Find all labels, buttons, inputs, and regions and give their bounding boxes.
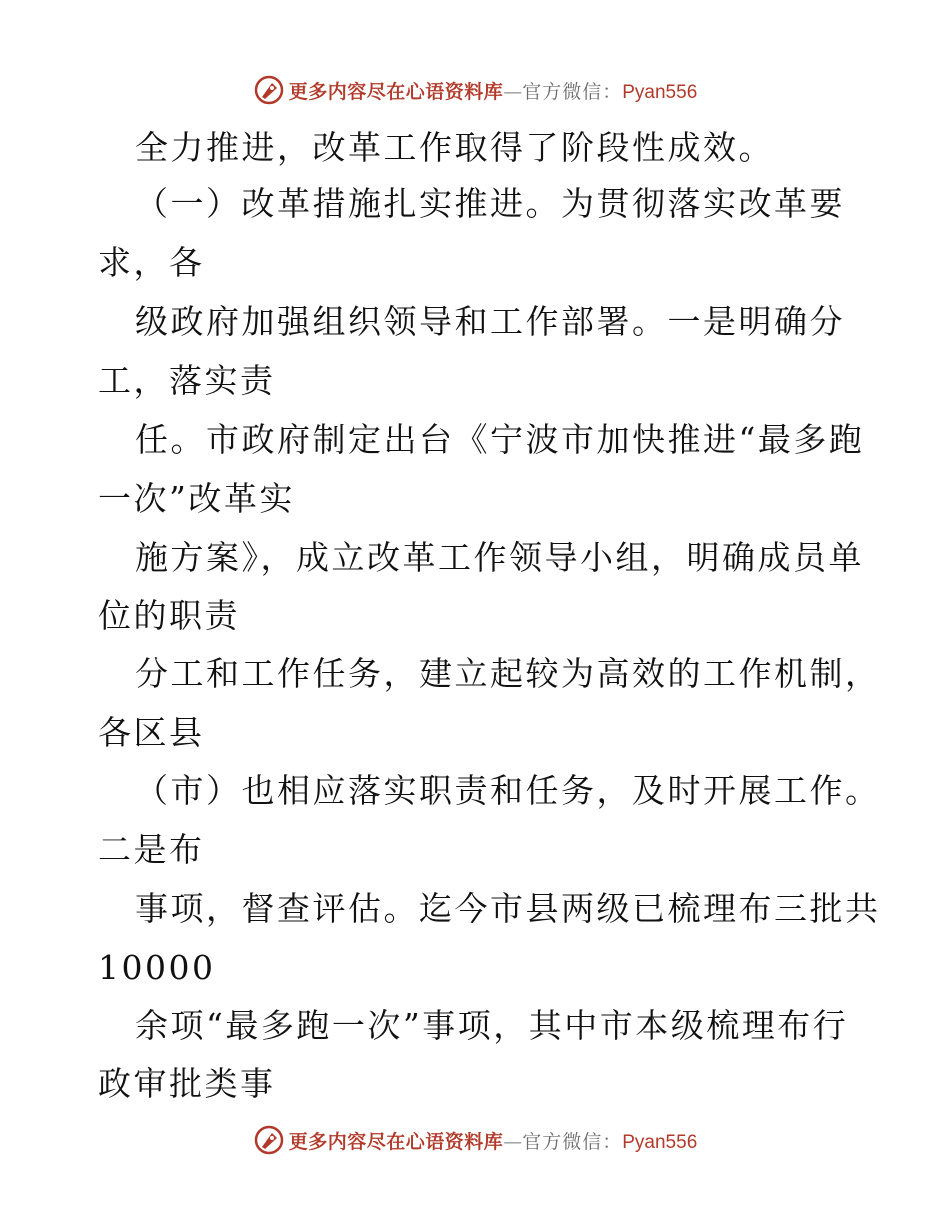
text-line-12: （市）也相应落实职责和任务，及时开展工作。 [135,771,881,810]
text-line-6: 任。市政府制定出台《宁波市加快推进“最多跑 [135,420,865,459]
text-line-10: 分工和工作任务，建立起较为高效的工作机制， [135,654,881,693]
watermark-separator: — [503,80,523,103]
text-line-5: 工，落实责 [98,361,276,400]
pen-nib-logo-icon [253,1124,285,1156]
watermark-separator: — [503,1130,523,1153]
watermark-brand: 更多内容尽在心语资料库 [288,80,504,103]
text-line-3: 求，各 [98,243,205,282]
text-line-16: 余项“最多跑一次”事项，其中市本级梳理布行 [135,1006,849,1045]
text-line-17: 政审批类事 [98,1064,276,1103]
text-line-9: 位的职责 [98,596,240,635]
text-line-8: 施方案》，成立改革工作领导小组，明确成员单 [135,538,864,577]
watermark-text [289,77,698,104]
watermark-wechat-label: 官方微信： [522,80,623,103]
pen-nib-logo-icon [253,74,285,106]
watermark-wechat-id: Pyan556 [622,1131,698,1153]
text-line-7: 一次”改革实 [98,479,295,518]
text-line-13: 二是布 [98,830,205,869]
text-line-2: （一）改革措施扎实推进。为贯彻落实改革要 [135,184,845,223]
text-line-1: 全力推进，改革工作取得了阶段性成效。 [135,128,774,167]
watermark-text [289,1127,698,1154]
footer-watermark [0,1120,950,1160]
text-line-11: 各区县 [98,713,205,752]
watermark-wechat-id: Pyan556 [622,81,698,103]
text-line-15: 10000 [98,948,216,987]
watermark-wechat-label: 官方微信： [522,1130,623,1153]
watermark-brand: 更多内容尽在心语资料库 [288,1130,504,1153]
header-watermark [0,70,950,110]
text-line-4: 级政府加强组织领导和工作部署。一是明确分 [135,302,845,341]
text-line-14: 事项，督查评估。迄今市县两级已梳理布三批共 [135,889,881,928]
